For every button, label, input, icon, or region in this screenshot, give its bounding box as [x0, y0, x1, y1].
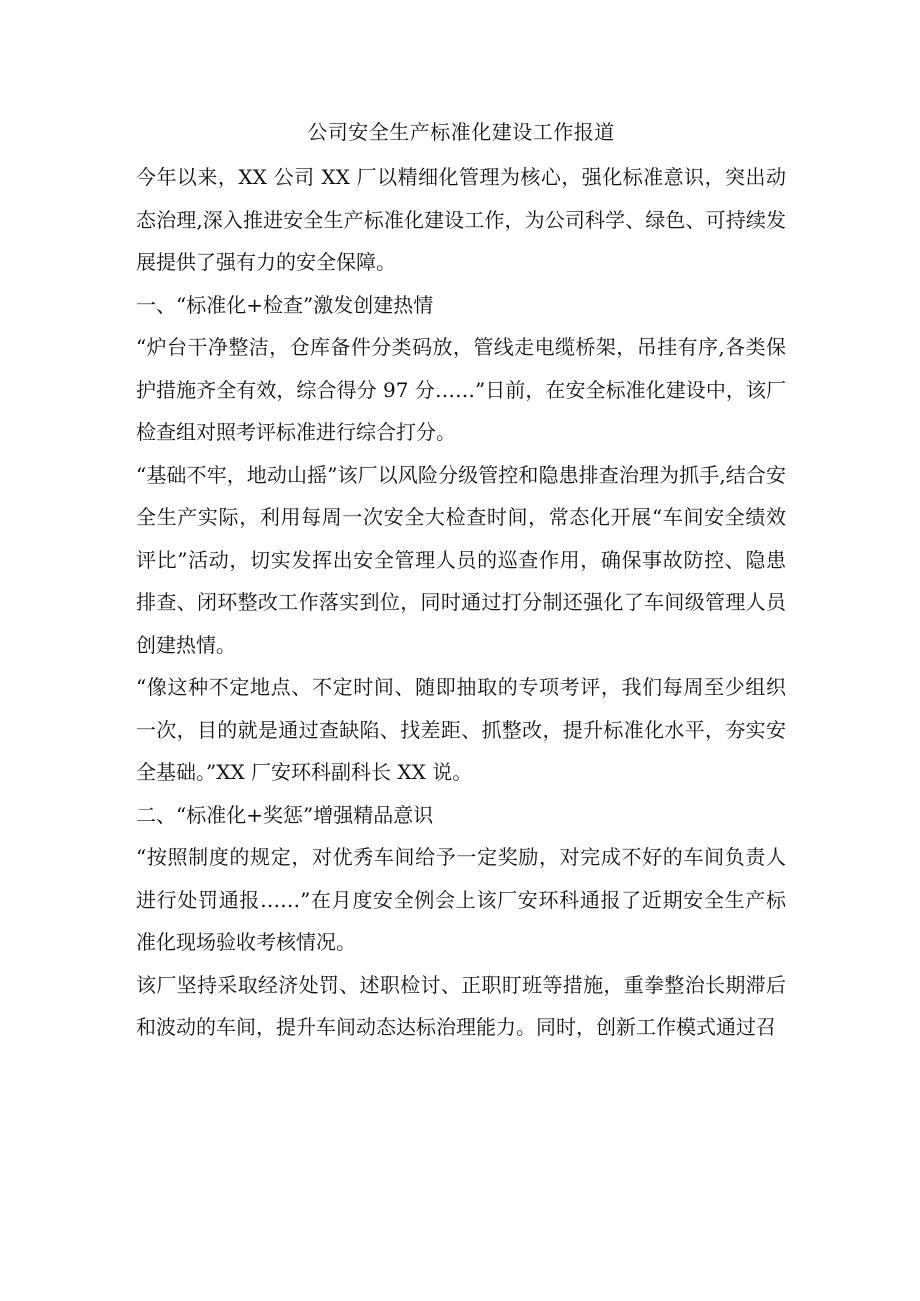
paragraph-foundation: “基础不牢，地动山摇”该厂以风险分级管控和隐患排查治理为抓手,结合安全生产实际，利用每周一次安全大检查时间，常态化开展“车间安全绩效评比”活动，切实发挥出安全管理人员的巡查作用，确保事故防控、隐患排查、闭环整改工作落实到位，同时通过打分制还强化了车间级管理人员创建热情。	[136, 462, 786, 657]
paragraph-measures: 该厂坚持采取经济处罚、述职检讨、正职盯班等措施，重拳整治长期滞后和波动的车间，提升车间动态达标治理能力。同时，创新工作模式通过召	[136, 972, 786, 1039]
document-title: 公司安全生产标准化建设工作报道	[307, 120, 615, 144]
paragraph-inspection-score: “炉台干净整洁，仓库备件分类码放，管线走电缆桥架，吊挂有序,各类保护措施齐全有效，综合得分 97 分……”日前，在安全标准化建设中，该厂检查组对照考评标准进行综合打分。	[136, 335, 786, 444]
paragraph-rewards: “按照制度的规定，对优秀车间给予一定奖励，对完成不好的车间负责人进行处罚通报……”在月度安全例会上该厂安环科通报了近期安全生产标准化现场验收考核情况。	[136, 845, 786, 954]
paragraph-intro: 今年以来，XX 公司 XX 厂以精细化管理为核心，强化标准意识，突出动态治理,深入推进安全生产标准化建设工作，为公司科学、绿色、可持续发展提供了强有力的安全保障。	[136, 165, 786, 274]
section-heading-1: 一、“标准化+检查”激发创建热情	[136, 292, 434, 317]
document-page	[136, 112, 786, 1049]
section-heading-2: 二、“标准化+奖惩”增强精品意识	[136, 802, 434, 827]
paragraph-quote-deputy: “像这种不定地点、不定时间、随即抽取的专项考评，我们每周至少组织一次，目的就是通过查缺陷、找差距、抓整改，提升标准化水平，夯实安全基础。”XX 厂安环科副科长 XX 说。	[136, 675, 786, 784]
